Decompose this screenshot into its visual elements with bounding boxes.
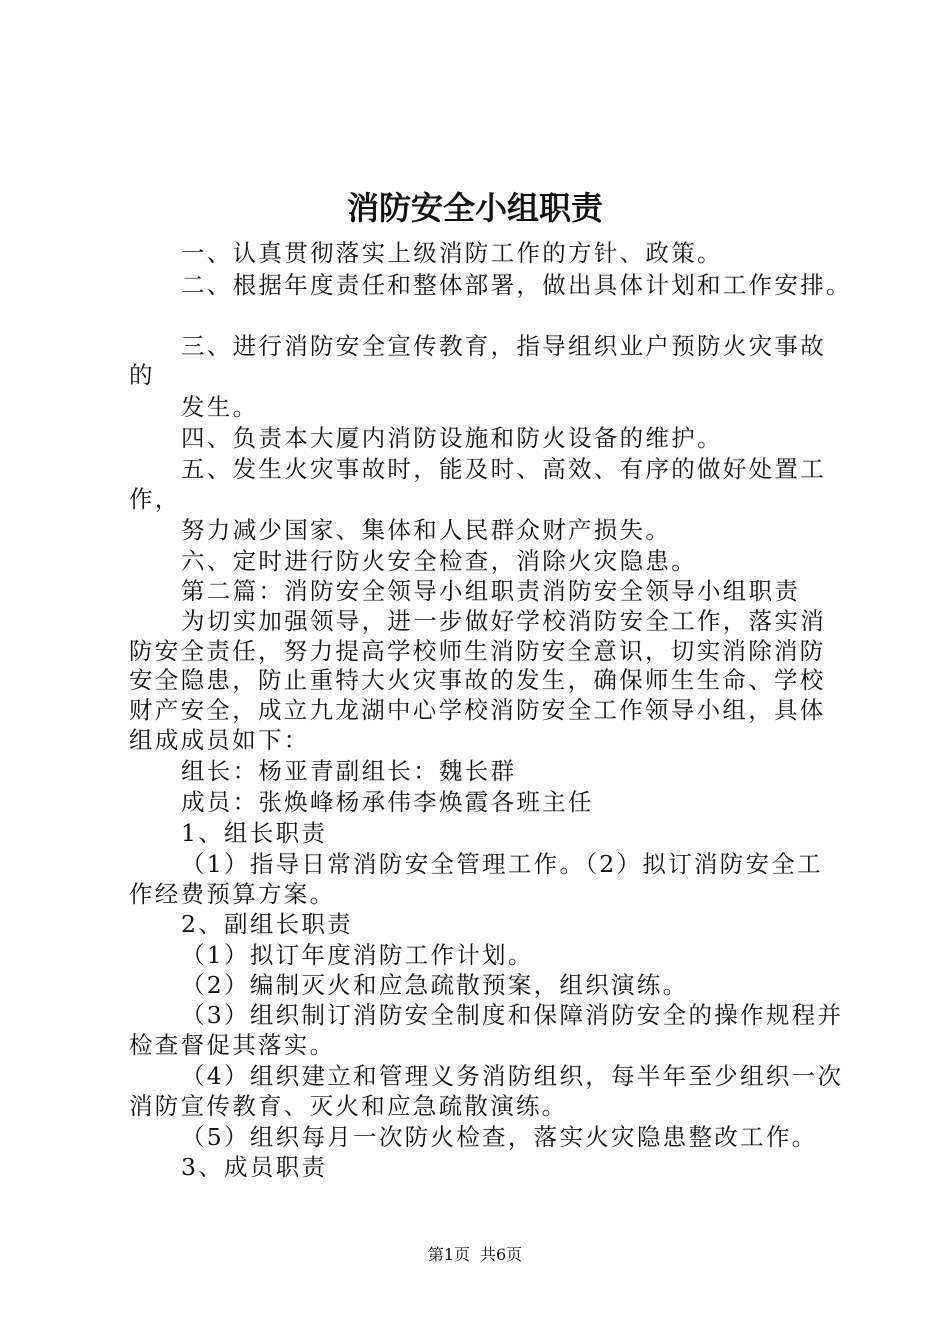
text-line: 六、定时进行防火安全检查，消除火灾隐患。 — [181, 547, 697, 575]
text-line: 2、副组长职责 — [181, 910, 354, 938]
text-line: 四、负责本大厦内消防设施和防火设备的维护。 — [181, 424, 723, 452]
text-line: 3、成员职责 — [181, 1153, 328, 1181]
page-number: 第1页 — [427, 1245, 470, 1264]
text-line: 防安全责任，努力提高学校师生消防安全意识，切实消除消防 — [129, 637, 826, 665]
text-line: 检查督促其落实。 — [129, 1031, 336, 1059]
text-line: 1、组长职责 — [181, 819, 328, 847]
text-line: 安全隐患，防止重特大火灾事故的发生，确保师生生命、学校 — [129, 666, 826, 694]
text-line: （1）指导日常消防安全管理工作。（2）拟订消防安全工 — [181, 850, 823, 878]
text-line: 的 — [129, 361, 155, 389]
text-line: 消防宣传教育、灭火和应急疏散演练。 — [129, 1092, 568, 1120]
page-title: 消防安全小组职责 — [346, 189, 603, 227]
page-total: 共6页 — [480, 1245, 523, 1264]
text-line: 作经费预算方案。 — [129, 880, 336, 908]
page-footer — [0, 1244, 950, 1266]
text-line: 组长：杨亚青副组长：魏长群 — [181, 757, 517, 785]
text-line: 组成成员如下： — [129, 726, 310, 754]
text-line: 财产安全，成立九龙湖中心学校消防安全工作领导小组，具体 — [129, 696, 826, 724]
text-line: （4）组织建立和管理义务消防组织，每半年至少组织一次 — [181, 1062, 844, 1090]
text-line: （2）编制灭火和应急疏散预案，组织演练。 — [181, 971, 689, 999]
text-line: 第二篇：消防安全领导小组职责消防安全领导小组职责 — [181, 577, 801, 605]
text-line: 努力减少国家、集体和人民群众财产损失。 — [181, 516, 672, 544]
text-line: 成员：张焕峰杨承伟李焕霞各班主任 — [181, 788, 594, 816]
text-line: 一、认真贯彻落实上级消防工作的方针、政策。 — [181, 239, 723, 267]
text-line: 发生。 — [181, 393, 259, 421]
text-line: （5）组织每月一次防火检查，落实火灾隐患整改工作。 — [181, 1123, 818, 1151]
text-line: 作， — [129, 485, 181, 513]
text-line: （3）组织制订消防安全制度和保障消防安全的操作规程并 — [181, 1001, 844, 1029]
text-line: 三、进行消防安全宣传教育，指导组织业户预防火灾事故 — [181, 332, 826, 360]
text-line: 为切实加强领导，进一步做好学校消防安全工作，落实消 — [181, 607, 826, 635]
text-line: （1）拟订年度消防工作计划。 — [181, 941, 534, 969]
text-line: 五、发生火灾事故时，能及时、高效、有序的做好处置工 — [181, 455, 826, 483]
text-line: 二、根据年度责任和整体部署，做出具体计划和工作安排。 — [181, 271, 852, 299]
